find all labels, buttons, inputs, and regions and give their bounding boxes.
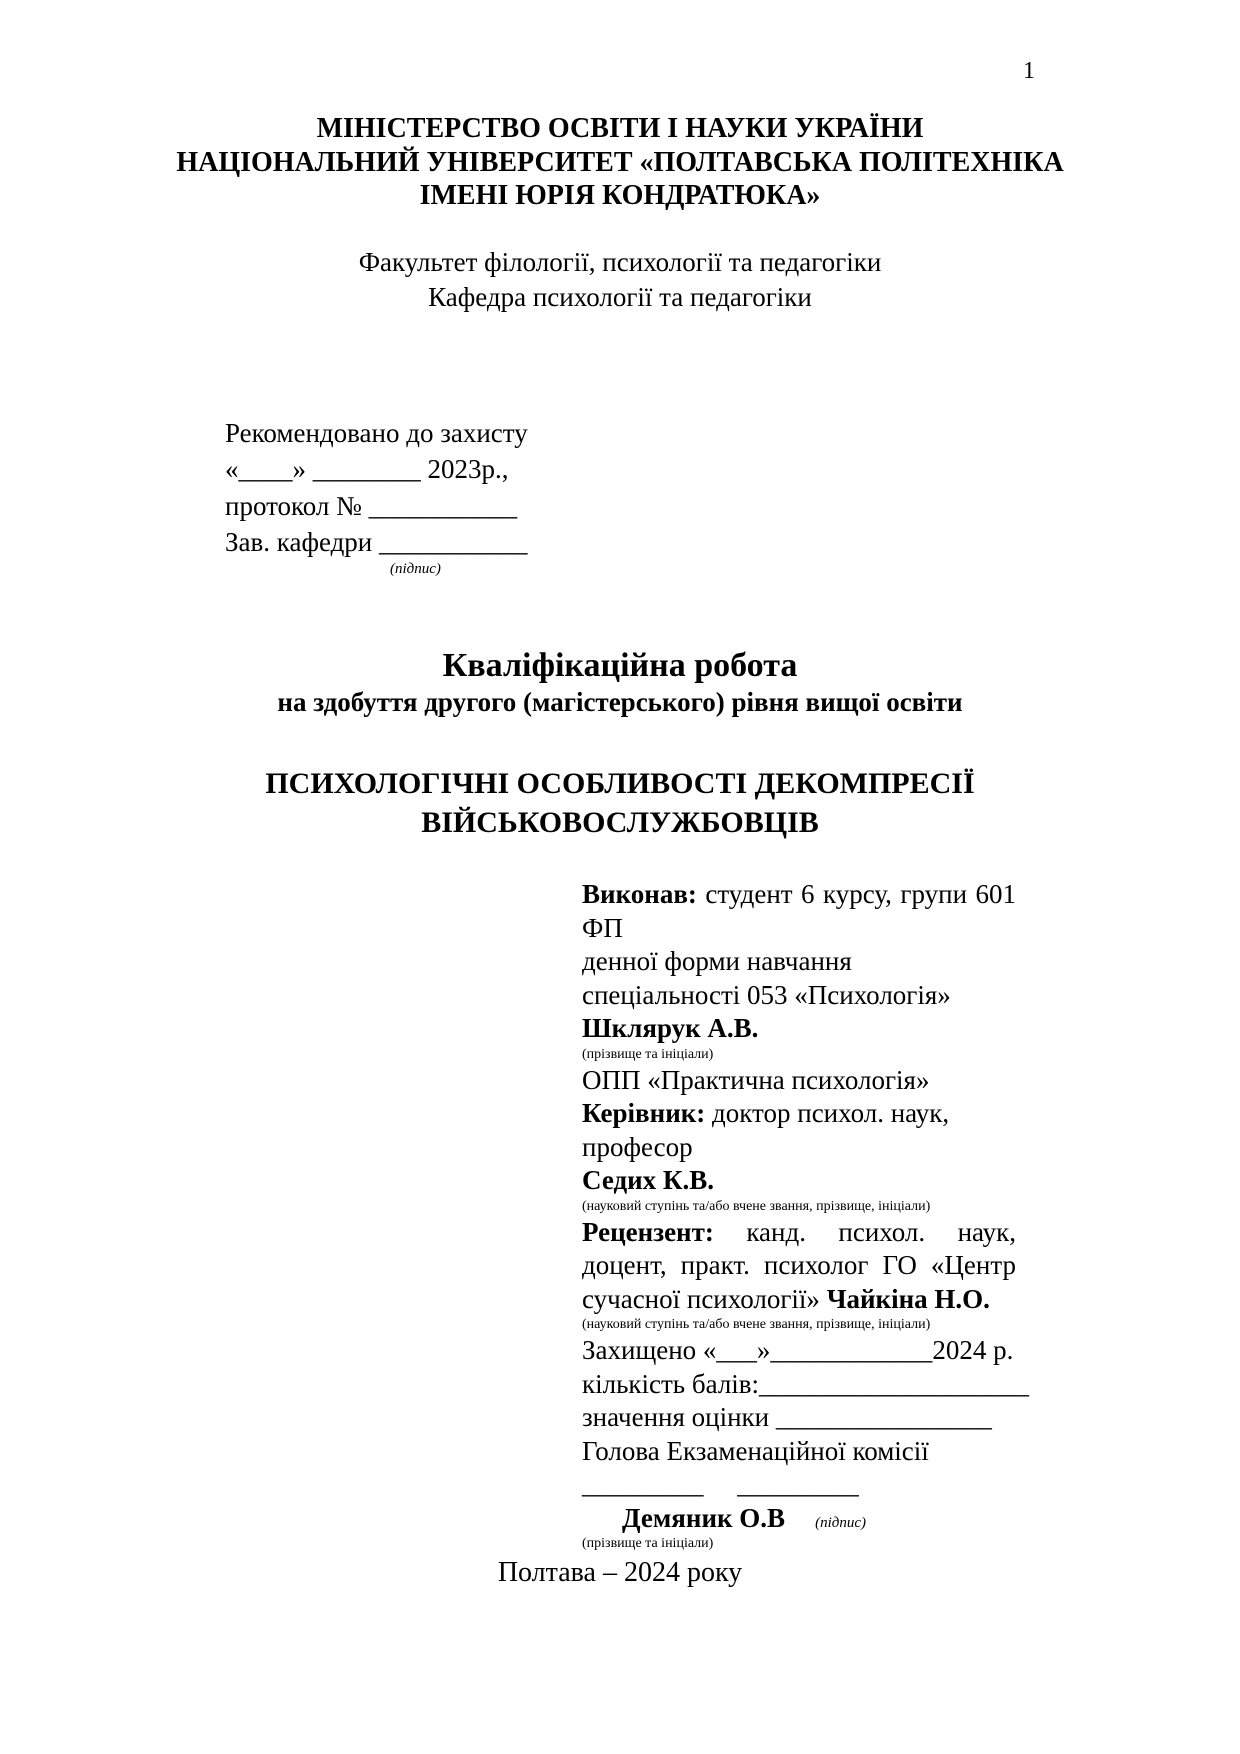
study-form-line: денної форми навчання xyxy=(582,946,852,977)
supervisor-label: Керівник: xyxy=(582,1098,706,1129)
head-signature-note: (підпис) xyxy=(815,1514,866,1531)
faculty-department-block xyxy=(0,245,1240,315)
committee-line: Голова Екзаменаційної комісії xyxy=(582,1435,929,1466)
committee-head-row xyxy=(582,1502,1016,1535)
page-number: 1 xyxy=(1023,58,1035,84)
committee-head-name: Демяник О.В xyxy=(622,1502,786,1533)
executor-name-note: (прізвище та ініціали) xyxy=(582,1046,714,1062)
university-line-1: НАЦІОНАЛЬНИЙ УНІВЕРСИТЕТ «ПОЛТАВСЬКА ПОЛІТЕХНІКА xyxy=(176,146,1064,178)
approval-date-line: «____» ________ 2023р., xyxy=(225,454,509,485)
executor-name: Шклярук А.В. xyxy=(582,1013,759,1044)
grade-line: значення оцінки ________________ xyxy=(582,1402,992,1433)
executor-text: студент 6 курсу, групи 601 ФП xyxy=(582,879,1016,943)
reviewer-text: канд. психол. наук, доцент, практ. психолог ГО «Центр сучасної психології» xyxy=(582,1216,1016,1314)
executor-line xyxy=(582,878,1016,945)
specialty-line: спеціальності 053 «Психологія» xyxy=(582,979,951,1010)
department-line: Кафедра психології та педагогіки xyxy=(428,281,812,312)
supervisor-note: (науковий ступінь та/або вчене звання, прізвище, ініціали) xyxy=(582,1198,931,1214)
reviewer-line xyxy=(582,1216,1016,1316)
work-type-title: Кваліфікаційна робота xyxy=(442,647,798,685)
head-name-note: (прізвище та ініціали) xyxy=(582,1536,714,1552)
signature-blanks-line: _________ _________ xyxy=(582,1469,859,1500)
thesis-title: ПСИХОЛОГІЧНІ ОСОБЛИВОСТІ ДЕКОМПРЕСІЇ ВІЙСЬКОВОСЛУЖБОВЦІВ xyxy=(265,767,975,840)
work-degree-subtitle: на здобуття другого (магістерського) рівня вищої освіти xyxy=(277,687,963,718)
university-line-2: ІМЕНІ ЮРІЯ КОНДРАТЮКА» xyxy=(419,180,821,212)
executor-label: Виконав: xyxy=(582,879,697,910)
approval-signature-note: (підпис) xyxy=(390,560,441,577)
opp-line: ОПП «Практична психологія» xyxy=(582,1064,930,1095)
reviewer-name: Чайкіна Н.О. xyxy=(826,1283,990,1314)
document-header xyxy=(0,0,1240,213)
approval-recommended-line: Рекомендовано до захисту xyxy=(225,417,528,448)
details-block xyxy=(582,878,1030,1553)
reviewer-note: (науковий ступінь та/або вчене звання, прізвище, ініціали) xyxy=(582,1317,931,1333)
approval-protocol-line: протокол № ___________ xyxy=(225,490,518,521)
approval-block xyxy=(225,415,1240,577)
place-year-line: Полтава – 2024 року xyxy=(497,1557,743,1589)
supervisor-line xyxy=(582,1097,1016,1164)
reviewer-label: Рецензент: xyxy=(582,1216,714,1247)
faculty-line: Факультет філології, психології та педагогіки xyxy=(358,246,882,277)
supervisor-name: Седих К.В. xyxy=(582,1165,715,1196)
defended-line: Захищено «___»____________2024 р. xyxy=(582,1335,1014,1366)
supervisor-text: доктор психол. наук, професор xyxy=(582,1098,950,1162)
approval-head-line: Зав. кафедри ___________ xyxy=(225,527,528,558)
ministry-line: МІНІСТЕРСТВО ОСВІТИ І НАУКИ УКРАЇНИ xyxy=(316,113,924,144)
points-line: кількість балів:____________________ xyxy=(582,1368,1030,1399)
